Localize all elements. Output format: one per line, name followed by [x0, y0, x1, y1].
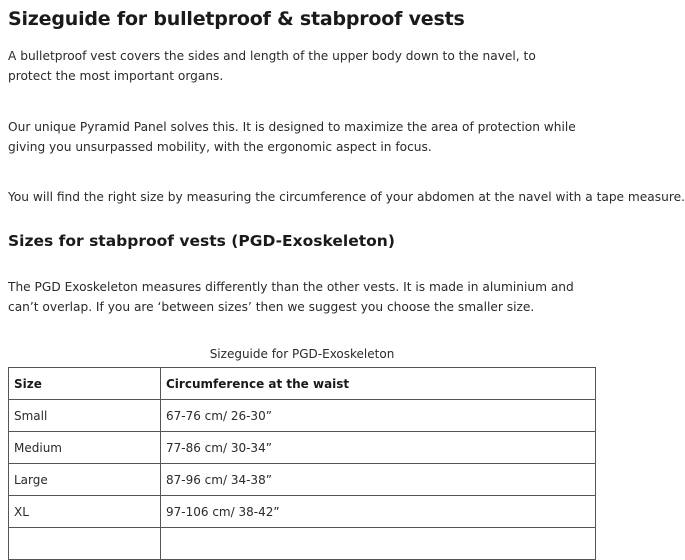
- size-cell: Small: [9, 400, 161, 432]
- table-caption: Sizeguide for PGD-Exoskeleton: [209, 347, 395, 361]
- circumference-cell-empty: [161, 528, 596, 560]
- circumference-cell: 67-76 cm/ 26-30”: [161, 400, 596, 432]
- size-cell: XL: [9, 496, 161, 528]
- measuring-paragraph: You will find the right size by measuring the circumference of your abdomen at the navel with a tape measure.: [8, 190, 685, 204]
- size-table: [8, 367, 596, 560]
- page-title: Sizeguide for bulletproof & stabproof vests: [8, 8, 465, 30]
- size-cell-empty: [9, 528, 161, 560]
- circumference-cell: 97-106 cm/ 38-42”: [161, 496, 596, 528]
- circumference-cell: 77-86 cm/ 30-34”: [161, 432, 596, 464]
- table-row: [9, 496, 596, 528]
- table-header-size: Size: [9, 368, 161, 400]
- table-row: [9, 432, 596, 464]
- table-header-row: [9, 368, 596, 400]
- section-title: Sizes for stabproof vests (PGD-Exoskeleton): [8, 232, 395, 250]
- section-paragraph: The PGD Exoskeleton measures differently than the other vests. It is made in aluminium and can’t overlap. If you are ‘between sizes’ then we suggest you choose the smaller size.: [8, 280, 574, 314]
- table-row-partial: [9, 528, 596, 560]
- circumference-cell: 87-96 cm/ 34-38”: [161, 464, 596, 496]
- intro-paragraph: A bulletproof vest covers the sides and length of the upper body down to the navel, to protect the most important organs.: [8, 49, 536, 83]
- size-cell: Medium: [9, 432, 161, 464]
- table-row: [9, 464, 596, 496]
- table-row: [9, 400, 596, 432]
- size-cell: Large: [9, 464, 161, 496]
- table-header-circumference: Circumference at the waist: [161, 368, 596, 400]
- pyramid-panel-paragraph: Our unique Pyramid Panel solves this. It is designed to maximize the area of protection while giving you unsurpassed mobility, with the ergonomic aspect in focus.: [8, 120, 576, 154]
